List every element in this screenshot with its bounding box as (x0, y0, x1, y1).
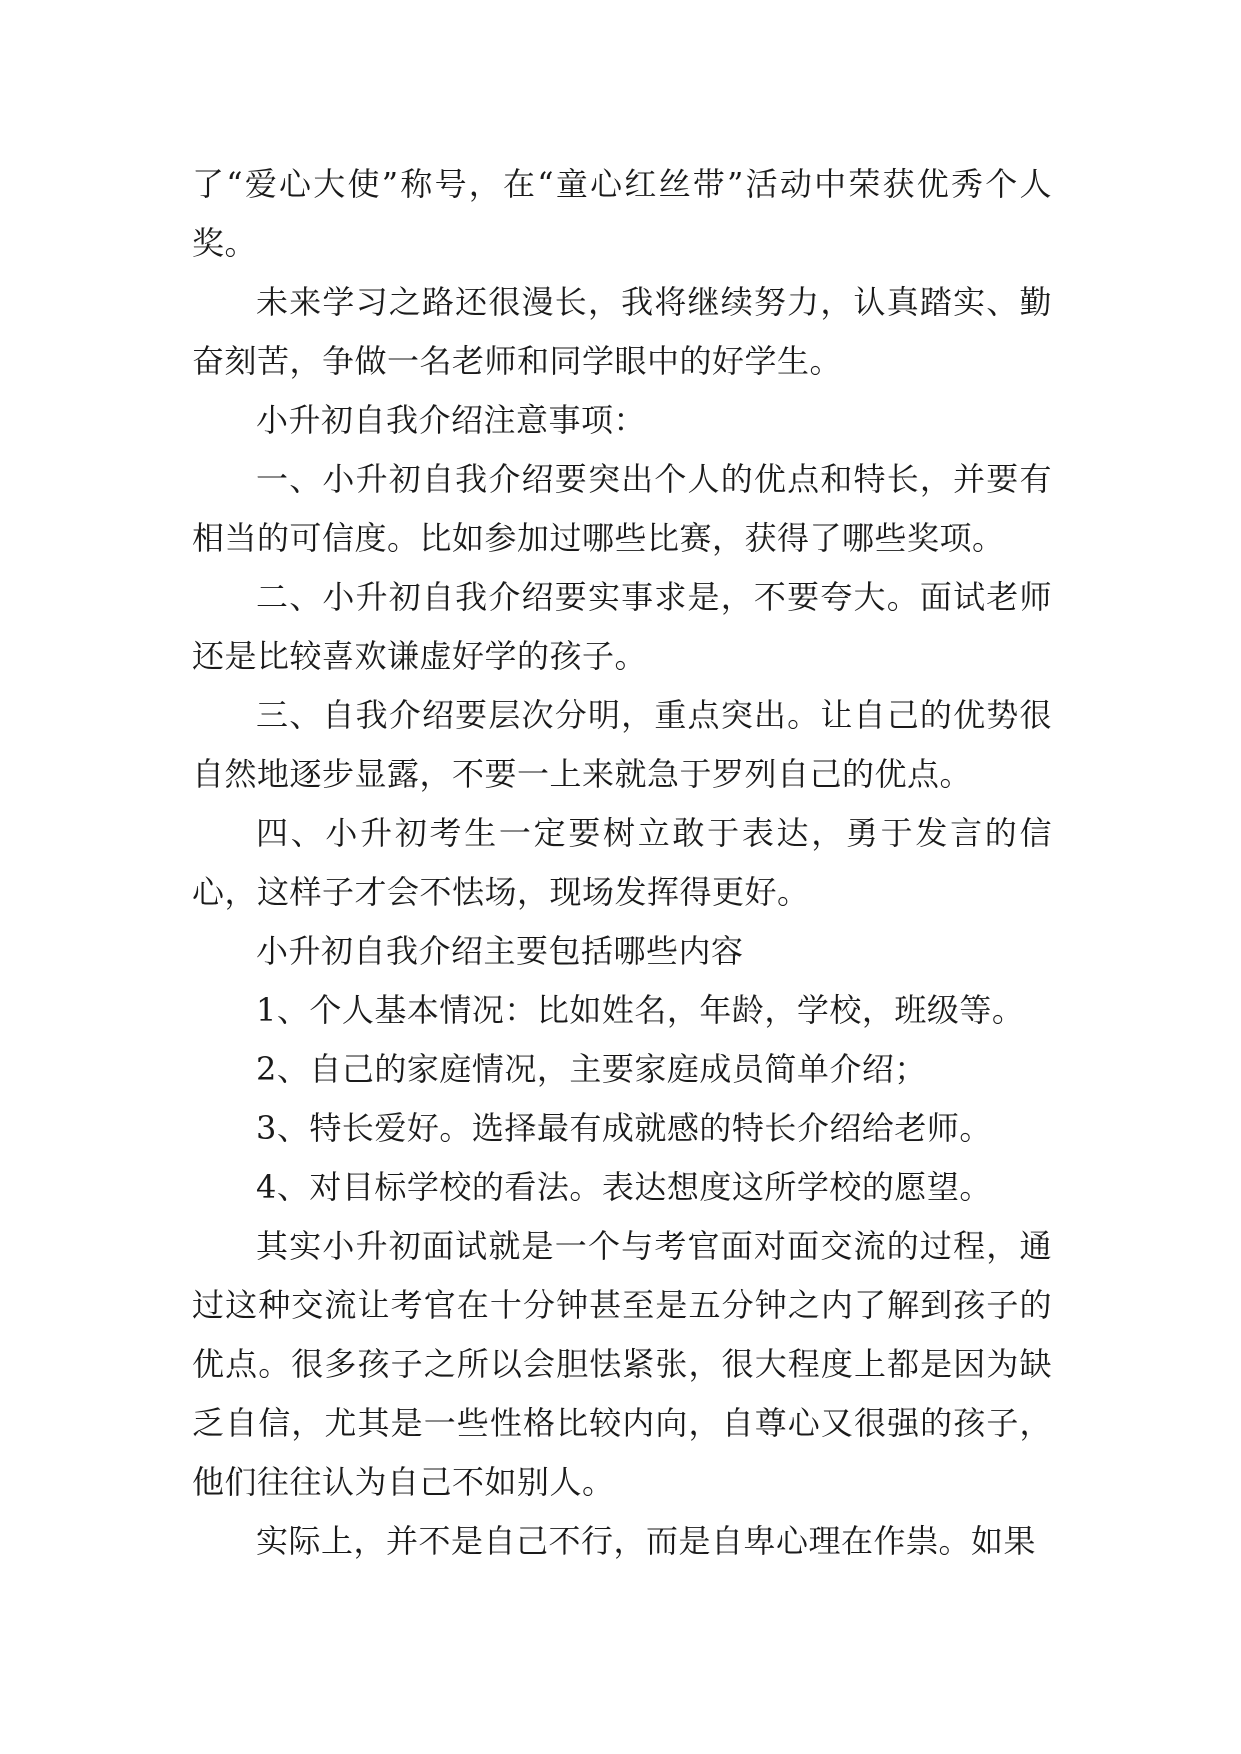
section-heading: 小升初自我介绍主要包括哪些内容 (256, 932, 744, 970)
list-item: 4、对目标学校的看法。表达想度这所学校的愿望。 (256, 1168, 992, 1206)
paragraph: 了“爱心大使”称号，在“童心红丝带”活动中荣获优秀个人奖。 (192, 165, 1052, 262)
section-heading: 小升初自我介绍注意事项： (256, 401, 647, 439)
list-item: 三、自我介绍要层次分明，重点突出。让自己的优势很自然地逐步显露，不要一上来就急于罗列自己的优点。 (192, 696, 1052, 793)
document-body (192, 155, 1052, 1571)
paragraph: 实际上，并不是自己不行，而是自卑心理在作祟。如果 (256, 1522, 1037, 1560)
list-item: 一、小升初自我介绍要突出个人的优点和特长，并要有相当的可信度。比如参加过哪些比赛，获得了哪些奖项。 (192, 460, 1052, 557)
list-item: 3、特长爱好。选择最有成就感的特长介绍给老师。 (256, 1109, 992, 1147)
paragraph: 其实小升初面试就是一个与考官面对面交流的过程，通过这种交流让考官在十分钟甚至是五分钟之内了解到孩子的优点。很多孩子之所以会胆怯紧张，很大程度上都是因为缺乏自信，尤其是一些性格比较内向，自尊心又很强的孩子，他们往往认为自己不如别人。 (192, 1227, 1052, 1501)
list-item: 四、小升初考生一定要树立敢于表达，勇于发言的信心，这样子才会不怯场，现场发挥得更好。 (192, 814, 1052, 911)
list-item: 二、小升初自我介绍要实事求是，不要夸大。面试老师还是比较喜欢谦虚好学的孩子。 (192, 578, 1052, 675)
list-item: 1、个人基本情况：比如姓名，年龄，学校，班级等。 (256, 991, 1025, 1029)
paragraph: 未来学习之路还很漫长，我将继续努力，认真踏实、勤奋刻苦，争做一名老师和同学眼中的好学生。 (192, 283, 1052, 380)
list-item: 2、自己的家庭情况，主要家庭成员简单介绍； (256, 1050, 927, 1088)
